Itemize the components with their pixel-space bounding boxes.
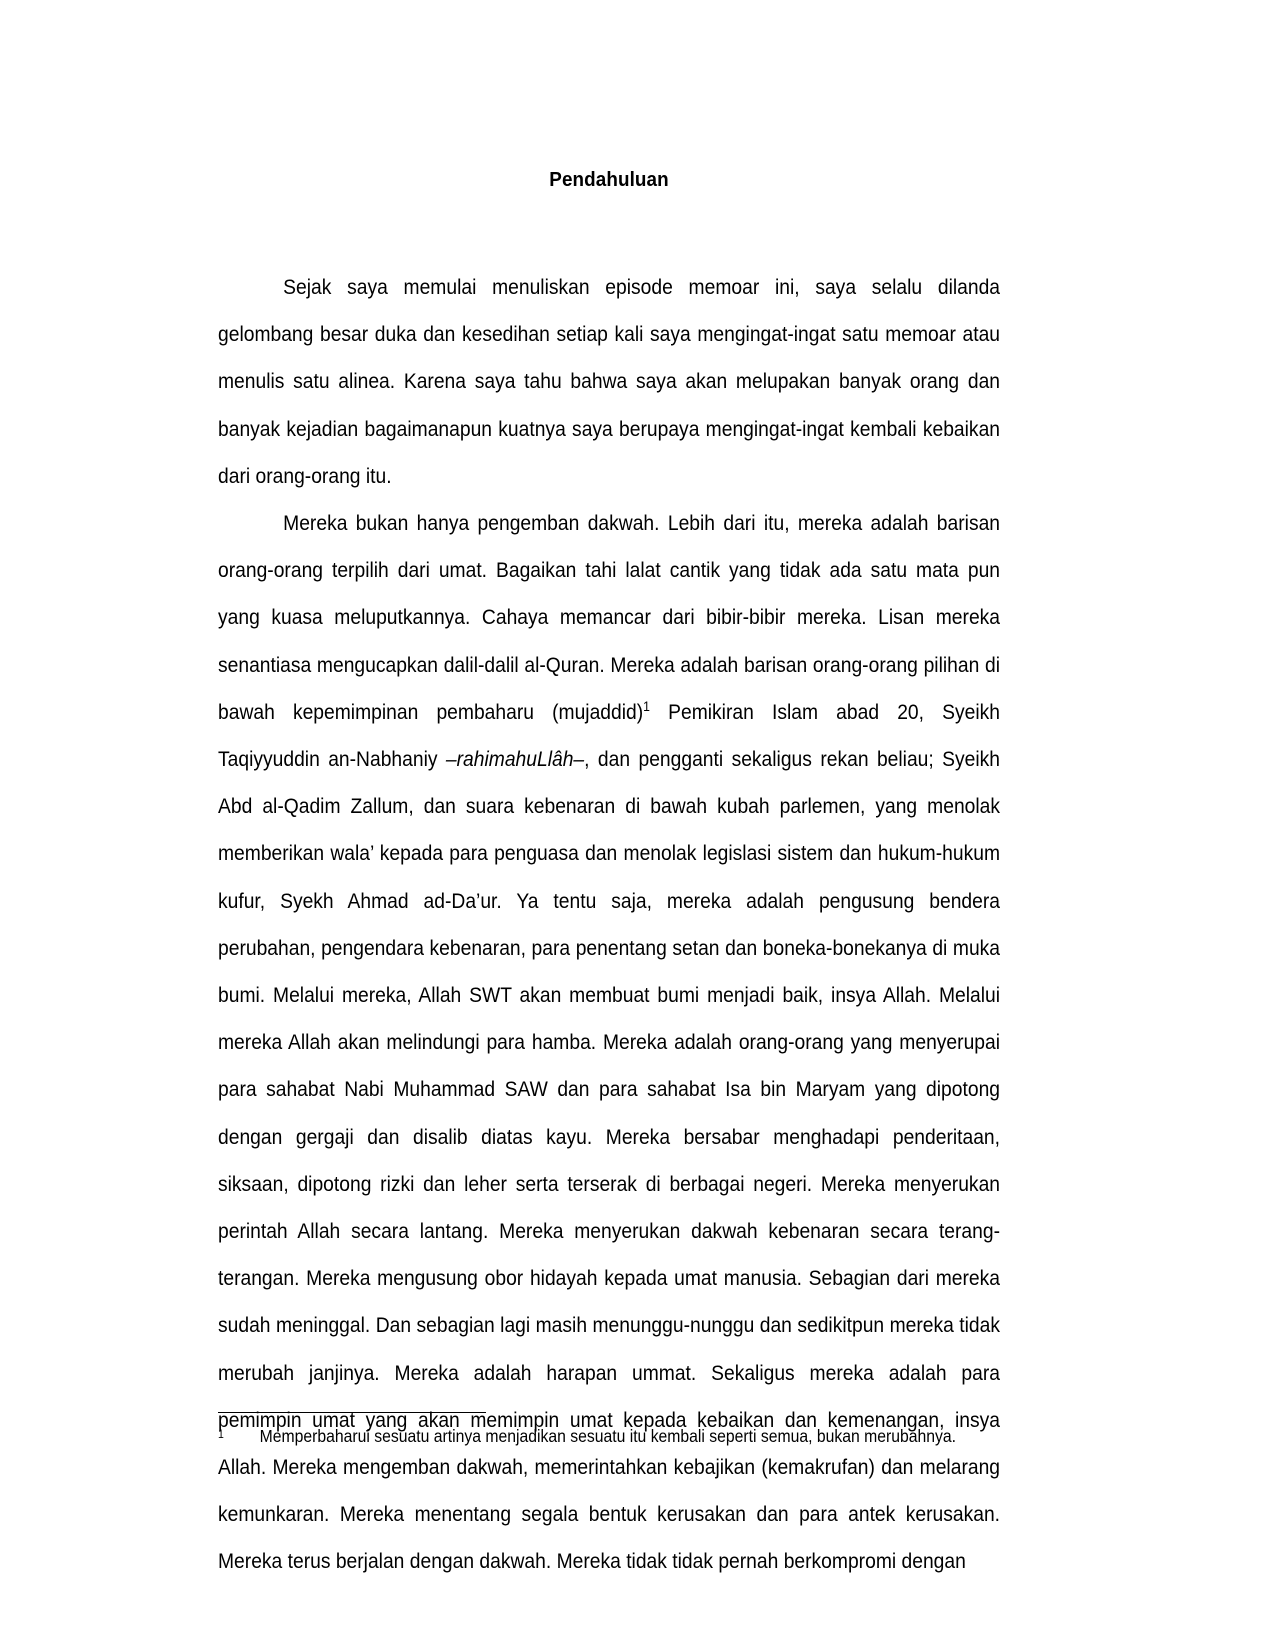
paragraph-2-tail: , dan pengganti sekaligus rekan beliau; Syeikh Abd al-Qadim Zallum, dan suara kebenaran di bawah kubah parlemen, yang menolak memberikan wala’ kepada para penguasa dan menolak legislasi sistem dan hukum-hukum kufur, Syekh Ahmad ad-Da’ur. Ya tentu saja, mereka adalah pengusung bendera perubahan, pengendara kebenaran, para penentang setan dan boneka-bonekanya di muka bumi. Melalui mereka, Allah SWT akan membuat bumi menjadi baik, insya Allah. Melalui mereka Allah akan melindungi para hamba. Mereka adalah orang-orang yang menyerupai para sahabat Nabi Muhammad SAW dan para sahabat Isa bin Maryam yang dipotong dengan gergaji dan disalib diatas kayu. Mereka bersabar menghadapi penderitaan, siksaan, dipotong rizki dan leher serta terserak di berbagai negeri. Mereka menyerukan perintah Allah secara lantang. Mereka menyerukan dakwah kebenaran secara terang-terangan. Mereka mengusung obor hidayah kepada umat manusia. Sebagian dari mereka sudah meninggal. Dan sebagian lagi masih menunggu-nunggu dan sedikitpun mereka tidak merubah janjinya. Mereka adalah harapan ummat. Sekaligus mereka adalah para pemimpin umat yang akan memimpin umat kepada kebaikan dan kemenangan, insya Allah. Mereka mengemban dakwah, memerintahkan kebajikan (kemakrufan) dan melarang kemunkaran. Mereka menentang segala bentuk kerusakan dan para antek kerusakan. Mereka terus berjalan dengan dakwah. Mereka tidak tidak pernah berkompromi dengan <box>218 747 1001 1574</box>
footnote-text-1: Memperbaharui sesuatu artinya menjadikan sesuatu itu kembali seperti semua, bukan merubahnya. <box>259 1426 957 1446</box>
page-title: Pendahuluan <box>549 168 669 191</box>
body-text-block <box>218 264 1000 1586</box>
document-content <box>218 0 1000 1586</box>
footnote-separator-rule <box>218 1412 486 1413</box>
paragraph-2-middle: Pemikiran Islam abad 20, Syeikh Taqiyyuddin an-Nabhaniy <box>218 699 1001 772</box>
footnote-marker-1: 1 <box>218 1428 224 1441</box>
paragraph-2-italic-phrase: –rahimahuLlâh– <box>445 747 585 772</box>
footnote-item-1 <box>218 1424 1042 1450</box>
footnote-reference-1[interactable]: 1 <box>643 698 650 714</box>
paragraph-2-lead: Mereka bukan hanya pengemban dakwah. Lebih dari itu, mereka adalah barisan orang-orang terpilih dari umat. Bagaikan tahi lalat cantik yang tidak ada satu mata pun yang kuasa meluputkannya. Cahaya memancar dari bibir-bibir mereka. Lisan mereka senantiasa mengucapkan dalil-dalil al-Quran. Mereka adalah barisan orang-orang pilihan di bawah kepemimpinan pembaharu (mujaddid) <box>218 511 1001 724</box>
paragraph-1: Sejak saya memulai menuliskan episode memoar ini, saya selalu dilanda gelombang besar duka dan kesedihan setiap kali saya mengingat-ingat satu memoar atau menulis satu alinea. Karena saya tahu bahwa saya akan melupakan banyak orang dan banyak kejadian bagaimanapun kuatnya saya berupaya mengingat-ingat kembali kebaikan dari orang-orang itu. <box>218 275 1001 488</box>
footnote-area <box>218 1412 1000 1450</box>
